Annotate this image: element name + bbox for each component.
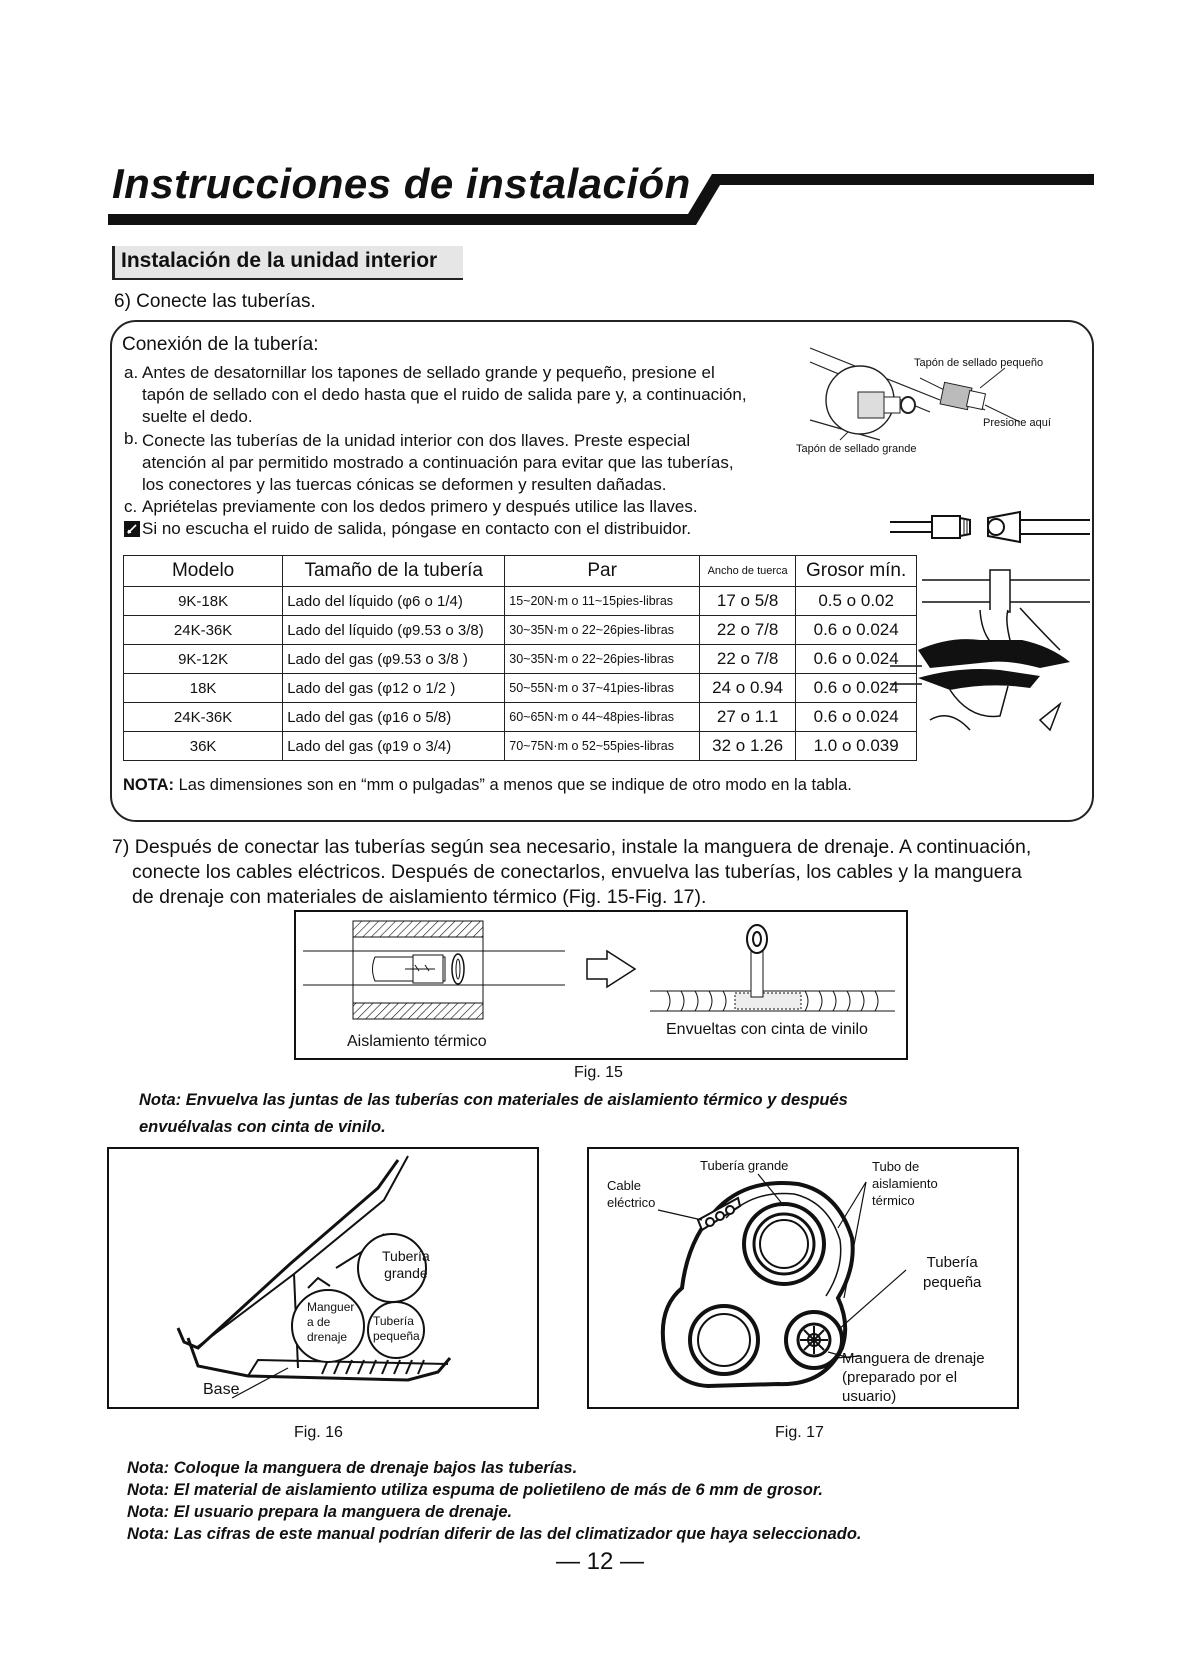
- fig15-right-label: Envueltas con cinta de vinilo: [666, 1021, 868, 1038]
- fig16-small-pipe-line-1: Tubería: [373, 1314, 414, 1328]
- cell-model: 36K: [124, 732, 283, 761]
- header-model: Modelo: [124, 556, 283, 587]
- cell-nut: 22 o 7/8: [699, 645, 795, 674]
- step-b-line-3: los conectores y las tuercas cónicas se deformen y resulten dañadas.: [142, 475, 667, 494]
- footer-note-1: Nota: Coloque la manguera de drenaje bajos las tuberías.: [127, 1459, 578, 1477]
- page-number: — 12 —: [556, 1548, 645, 1575]
- fig17-cable-label: [607, 1177, 655, 1211]
- fig16-large-pipe-line-2: grande: [384, 1265, 428, 1281]
- press-here-label: Presione aquí: [983, 417, 1051, 429]
- cell-thickness: 0.6 o 0.024: [796, 616, 917, 645]
- cell-nut: 17 o 5/8: [699, 587, 795, 616]
- fig16-caption: Fig. 16: [294, 1424, 343, 1441]
- step-a-line-1: Antes de desatornillar los tapones de sellado grande y pequeño, presione el: [142, 363, 715, 382]
- cell-nut: 27 o 1.1: [699, 703, 795, 732]
- cell-pipe: Lado del gas (φ16 o 5/8): [283, 703, 505, 732]
- cell-nut: 22 o 7/8: [699, 616, 795, 645]
- cell-thickness: 0.6 o 0.024: [796, 674, 917, 703]
- fig17-drain-line-2: (preparado por el: [842, 1369, 958, 1386]
- step6-title: 6) Conecte las tuberías.: [114, 291, 316, 312]
- cell-model: 18K: [124, 674, 283, 703]
- fig16-drain-line-2: a de: [307, 1315, 331, 1329]
- fig17-drain-line-1: Manguera de drenaje: [842, 1350, 985, 1367]
- step-a-line-2: tapón de sellado con el dedo hasta que el ruido de salida pare y, a continuación,: [142, 385, 747, 404]
- step-b-line-1: Conecte las tuberías de la unidad interior con dos llaves. Preste especial: [142, 431, 691, 450]
- fig17-insulation-label: [872, 1158, 938, 1209]
- step-a-marker: a.: [124, 363, 139, 382]
- step-c-marker: c.: [124, 497, 138, 516]
- fig15-note-line-1: Nota: Envuelva las juntas de las tuberías con materiales de aislamiento térmico y después: [139, 1091, 848, 1109]
- page-title: Instrucciones de instalación: [112, 160, 691, 207]
- table-row: [124, 732, 917, 761]
- step7-line-1: 7) Después de conectar las tuberías según sea necesario, instale la manguera de drenaje. A continuación,: [112, 836, 1032, 858]
- cell-thickness: 0.6 o 0.024: [796, 645, 917, 674]
- step7-line-2: conecte los cables eléctricos. Después de conectarlos, envuelva las tuberías, los cables y la manguera: [132, 861, 1022, 883]
- fig16-large-pipe-line-1: Tubería: [382, 1248, 430, 1264]
- warning-icon: [124, 521, 140, 537]
- cell-thickness: 0.6 o 0.024: [796, 703, 917, 732]
- small-cap-label: Tapón de sellado pequeño: [914, 357, 1044, 369]
- fig17-insulation-line-2: aislamiento: [872, 1176, 938, 1191]
- cell-torque: 50~55N·m o 37~41pies-libras: [505, 674, 700, 703]
- fig16-drain-label: [307, 1300, 354, 1345]
- step7-line-3: de drenaje con materiales de aislamiento térmico (Fig. 15-Fig. 17).: [132, 886, 707, 908]
- fig17-large-pipe-label: Tubería grande: [700, 1158, 789, 1173]
- step-c-line: Apriételas previamente con los dedos primero y después utilice las llaves.: [142, 497, 698, 516]
- fig17-small-pipe-line-1: Tubería: [926, 1254, 978, 1271]
- wrench-illustration: [890, 490, 1090, 760]
- cell-model: 24K-36K: [124, 703, 283, 732]
- cell-torque: 15~20N·m o 11~15pies-libras: [505, 587, 700, 616]
- step7-text: [112, 835, 1092, 910]
- fig16-base-label: Base: [203, 1381, 240, 1398]
- warning-text: Si no escucha el ruido de salida, póngase en contacto con el distribuidor.: [142, 519, 692, 538]
- fig17-small-pipe-label: [923, 1253, 981, 1293]
- connection-title: Conexión de la tubería:: [122, 334, 319, 355]
- table-row: [124, 645, 917, 674]
- footer-note-3: Nota: El usuario prepara la manguera de drenaje.: [127, 1503, 513, 1521]
- cell-torque: 60~65N·m o 44~48pies-libras: [505, 703, 700, 732]
- table-row: [124, 616, 917, 645]
- step-b-line-2: atención al par permitido mostrado a continuación para evitar que las tuberías,: [142, 453, 734, 472]
- cell-torque: 30~35N·m o 22~26pies-libras: [505, 616, 700, 645]
- table-header-row: [124, 556, 917, 587]
- fig16-large-pipe-label: [382, 1248, 430, 1282]
- header-min-thickness: Grosor mín.: [796, 556, 917, 587]
- torque-table: [123, 555, 917, 761]
- table-row: [124, 674, 917, 703]
- fig15-left-label: Aislamiento térmico: [347, 1033, 487, 1050]
- step-a-line-3: suelte el dedo.: [142, 407, 253, 426]
- fig17-cable-line-2: eléctrico: [607, 1195, 656, 1210]
- cell-pipe: Lado del líquido (φ9.53 o 3/8): [283, 616, 505, 645]
- table-note-label: NOTA:: [123, 776, 175, 794]
- fig15-note-line-2: envuélvalas con cinta de vinilo.: [139, 1118, 386, 1136]
- fig17-insulation-line-3: térmico: [872, 1193, 915, 1208]
- cell-model: 24K-36K: [124, 616, 283, 645]
- large-cap-label: Tapón de sellado grande: [796, 443, 917, 455]
- header-bar: [0, 0, 1204, 240]
- cell-pipe: Lado del gas (φ12 o 1/2 ): [283, 674, 505, 703]
- cell-torque: 70~75N·m o 52~55pies-libras: [505, 732, 700, 761]
- section-title: Instalación de la unidad interior: [121, 249, 438, 272]
- table-row: [124, 587, 917, 616]
- fig17-caption: Fig. 17: [775, 1424, 824, 1441]
- cell-model: 9K-18K: [124, 587, 283, 616]
- footer-note-2: Nota: El material de aislamiento utiliza espuma de polietileno de más de 6 mm de grosor.: [127, 1481, 823, 1499]
- header-nut-width: Ancho de tuerca: [699, 556, 795, 587]
- cell-thickness: 0.5 o 0.02: [796, 587, 917, 616]
- cell-pipe: Lado del líquido (φ6 o 1/4): [283, 587, 505, 616]
- header-pipe-size: Tamaño de la tubería: [283, 556, 505, 587]
- fig17-small-pipe-line-2: pequeña: [923, 1274, 982, 1291]
- step-b-marker: b.: [124, 429, 139, 448]
- header-torque: Par: [505, 556, 700, 587]
- fig16-small-pipe-label: [373, 1314, 420, 1344]
- fig17-drain-line-3: usuario): [842, 1388, 897, 1405]
- cell-pipe: Lado del gas (φ19 o 3/4): [283, 732, 505, 761]
- cell-torque: 30~35N·m o 22~26pies-libras: [505, 645, 700, 674]
- cell-pipe: Lado del gas (φ9.53 o 3/8 ): [283, 645, 505, 674]
- fig15-caption: Fig. 15: [574, 1064, 623, 1081]
- fig16-drain-line-3: drenaje: [307, 1330, 348, 1344]
- table-note: [123, 776, 852, 795]
- fig17-insulation-line-1: Tubo de: [872, 1159, 920, 1174]
- table-note-text: Las dimensiones son en “mm o pulgadas” a menos que se indique de otro modo en la tabla.: [174, 776, 852, 794]
- table-row: [124, 703, 917, 732]
- fig17-cable-line-1: Cable: [607, 1178, 641, 1193]
- cell-model: 9K-12K: [124, 645, 283, 674]
- fig17-drain-label: [842, 1349, 985, 1406]
- fig16-small-pipe-line-2: pequeña: [373, 1329, 420, 1343]
- cell-thickness: 1.0 o 0.039: [796, 732, 917, 761]
- footer-note-4: Nota: Las cifras de este manual podrían diferir de las del climatizador que haya seleccionado.: [127, 1525, 862, 1543]
- cell-nut: 32 o 1.26: [699, 732, 795, 761]
- fig16-drain-line-1: Manguer: [307, 1300, 355, 1314]
- cell-nut: 24 o 0.94: [699, 674, 795, 703]
- fig16-diagram: [108, 1148, 540, 1410]
